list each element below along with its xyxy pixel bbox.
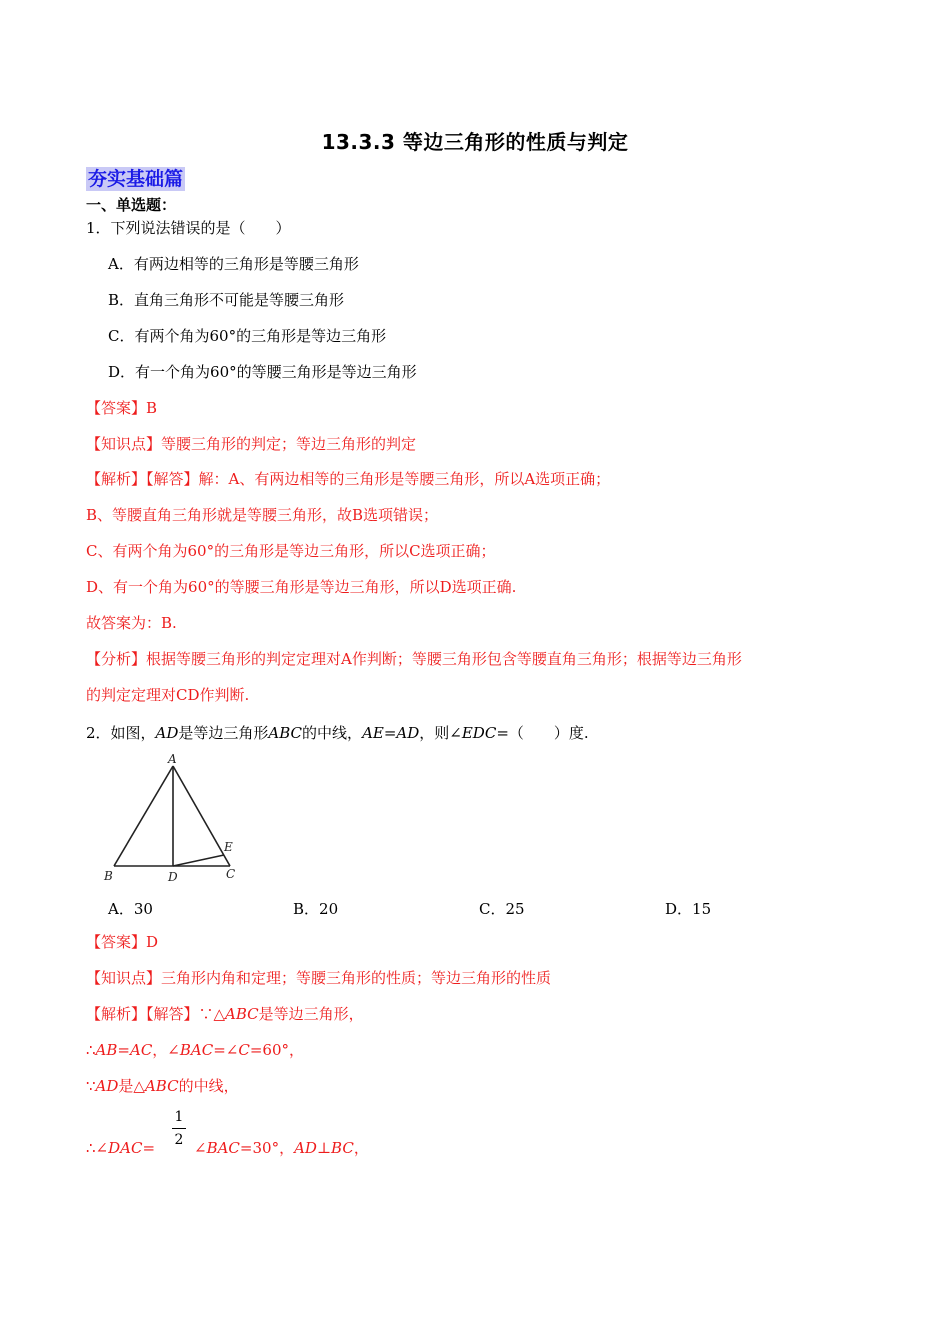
analysis-math: DAC (108, 1139, 143, 1157)
analysis-text: ，∠ (152, 1041, 180, 1059)
fraction-numerator: 1 (174, 1109, 184, 1125)
analysis-math: AC (129, 1041, 153, 1059)
stem-math: ABC (268, 724, 303, 742)
fraction-one-half (172, 1108, 186, 1149)
analysis-text: ∴∠ (86, 1139, 109, 1157)
q1-analysis-line: C、有两个角为60°的三角形是等边三角形，所以C选项正确； (86, 542, 496, 560)
stem-text: 2．如图， (86, 724, 156, 742)
analysis-math: BC (331, 1139, 354, 1157)
analysis-text: 【解析】【解答】∵△ (86, 1005, 226, 1023)
question-1-stem: 1．下列说法错误的是（ ） (86, 219, 291, 237)
stem-math: EDC (461, 724, 497, 742)
analysis-text: ∵ (86, 1077, 96, 1095)
q1-option-d: D．有一个角为60°的等腰三角形是等边三角形 (108, 363, 417, 381)
analysis-math: ABC (144, 1077, 179, 1095)
analysis-text: =∠ (213, 1041, 239, 1059)
label-a: A (168, 752, 177, 766)
stem-math: AD (155, 724, 179, 742)
analysis-text: 是△ (118, 1077, 145, 1095)
analysis-text: ∠ (194, 1139, 207, 1157)
label-e: E (224, 840, 233, 854)
q2-option-d: D．15 (665, 900, 712, 918)
q1-knowledge: 【知识点】等腰三角形的判定；等边三角形的判定 (86, 435, 417, 453)
q1-analysis-line: D、有一个角为60°的等腰三角形是等边三角形，所以D选项正确. (86, 578, 517, 596)
stem-text: 的中线， (302, 724, 363, 742)
analysis-text: ⊥ (316, 1139, 332, 1157)
label-c: C (226, 867, 236, 881)
q2-option-b: B．20 (293, 900, 339, 918)
analysis-text: = (142, 1139, 156, 1157)
analysis-math: AB (95, 1041, 118, 1059)
analysis-math: ABC (225, 1005, 259, 1023)
label-d: D (168, 870, 178, 884)
side-ab (114, 766, 173, 866)
q2-analysis-line (86, 1004, 364, 1024)
stem-math: AE=AD (362, 724, 420, 742)
q2-analysis-line (86, 1076, 239, 1096)
q1-analysis-line: 【解析】【解答】解：A、有两边相等的三角形是等腰三角形，所以A选项正确； (86, 470, 611, 488)
section-tag: 夯实基础篇 (88, 168, 184, 190)
triangle-figure (100, 752, 250, 887)
analysis-math: BAC (206, 1139, 240, 1157)
analysis-text: ∴ (86, 1041, 96, 1059)
analysis-math: BAC (179, 1041, 214, 1059)
analysis-text: =30°， (239, 1139, 295, 1157)
analysis-math: AD (95, 1077, 119, 1095)
analysis-text: = (117, 1041, 130, 1059)
analysis-text: 的中线， (178, 1077, 239, 1095)
fraction-bar (172, 1128, 186, 1129)
q1-option-a: A．有两边相等的三角形是等腰三角形 (108, 255, 359, 273)
label-b: B (104, 869, 113, 883)
q2-option-a: A．30 (108, 900, 153, 918)
fraction-denominator: 2 (174, 1132, 184, 1148)
stem-text: 是等边三角形 (178, 724, 269, 742)
question-2-stem (86, 723, 589, 743)
q2-analysis-line (86, 1138, 155, 1158)
q1-analysis-line: B、等腰直角三角形就是等腰三角形，故B选项错误； (86, 506, 439, 524)
q1-option-b: B．直角三角形不可能是等腰三角形 (108, 291, 345, 309)
q1-fenxi-line: 【分析】根据等腰三角形的判定定理对A作判断；等腰三角形包含等腰直角三角形；根据等边三角形 (86, 650, 742, 668)
q1-answer: 【答案】B (86, 399, 158, 417)
stem-text: =（ ）度. (496, 724, 589, 742)
q2-option-c: C．25 (479, 900, 525, 918)
q2-analysis-line (86, 1040, 304, 1060)
q2-answer: 【答案】D (86, 933, 159, 951)
page-title: 13.3.3 等边三角形的性质与判定 (321, 130, 629, 154)
q1-option-c: C．有两个角为60°的三角形是等边三角形 (108, 327, 387, 345)
q1-fenxi-line: 的判定定理对CD作判断. (86, 686, 250, 704)
analysis-text: ， (353, 1139, 369, 1157)
q2-knowledge: 【知识点】三角形内角和定理；等腰三角形的性质；等边三角形的性质 (86, 969, 552, 987)
side-ac (173, 766, 230, 866)
stem-text: ，则∠ (419, 724, 462, 742)
segment-de (173, 855, 224, 866)
q1-conclusion: 故答案为：B. (86, 614, 177, 632)
section-subheading: 一、单选题： (86, 196, 177, 214)
analysis-text: 是等边三角形， (258, 1005, 364, 1023)
analysis-text: =60°， (249, 1041, 304, 1059)
analysis-math: C (238, 1041, 250, 1059)
analysis-math: AD (294, 1139, 317, 1157)
q2-analysis-line-cont (194, 1138, 369, 1158)
